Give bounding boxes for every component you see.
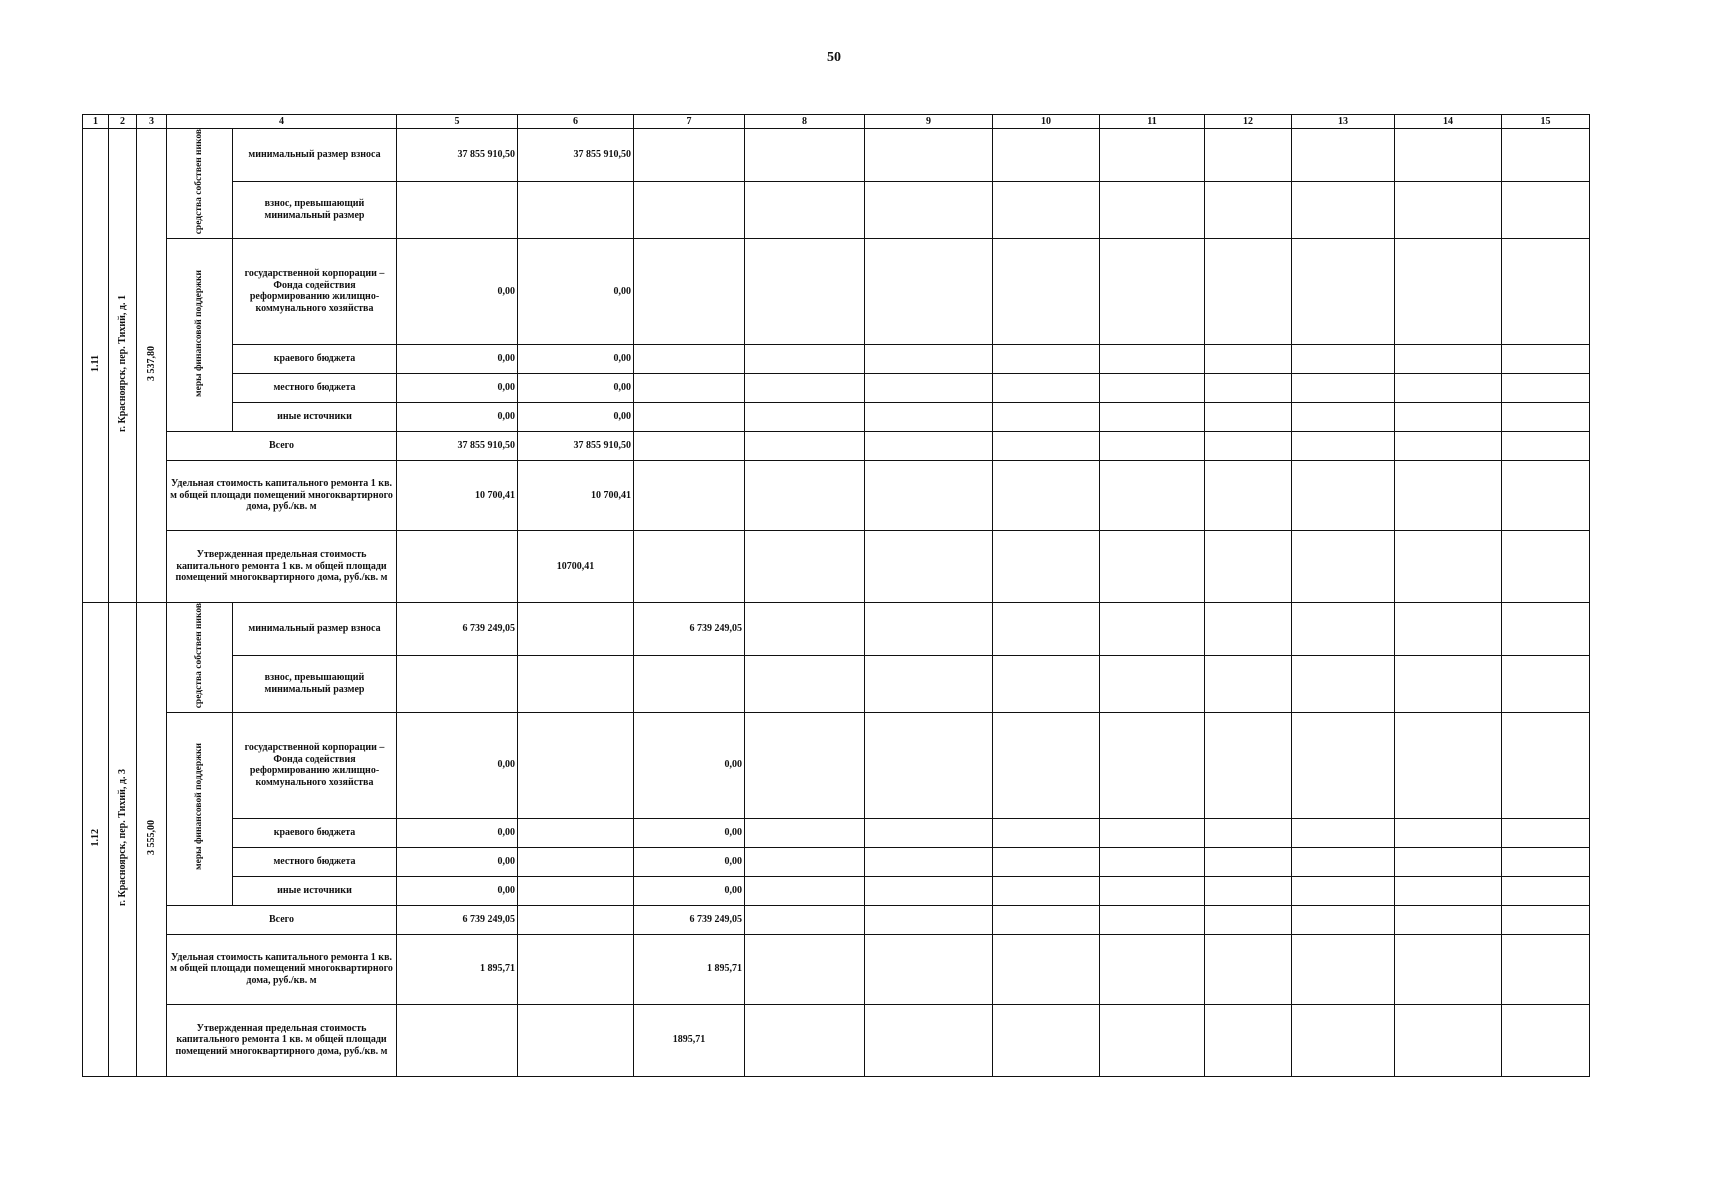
empty-cell-col-15 bbox=[1502, 712, 1590, 818]
empty-cell-col-14 bbox=[1395, 876, 1502, 905]
empty-cell-col-14 bbox=[1395, 460, 1502, 530]
support-measures-label bbox=[167, 712, 233, 905]
empty-cell-col-9 bbox=[865, 238, 993, 344]
empty-cell-col-14 bbox=[1395, 129, 1502, 182]
inye-value-col-5: 0,00 bbox=[397, 876, 518, 905]
kraevoy-value-col-7: 0,00 bbox=[634, 818, 745, 847]
empty-cell-col-11 bbox=[1100, 655, 1205, 712]
empty-cell-col-11 bbox=[1100, 530, 1205, 602]
empty-cell-col-10 bbox=[993, 818, 1100, 847]
fond-label: государственной корпорации – Фонда содействия реформированию жилищно-коммунального хозяйства bbox=[233, 238, 397, 344]
empty-cell-col-10 bbox=[993, 402, 1100, 431]
empty-cell-col-15 bbox=[1502, 460, 1590, 530]
vsego-value-col-6 bbox=[518, 905, 634, 934]
min_vznos-value-col-5: 37 855 910,50 bbox=[397, 129, 518, 182]
owners-funds-label bbox=[167, 129, 233, 239]
min_vznos-value-col-5: 6 739 249,05 bbox=[397, 602, 518, 655]
empty-cell-col-11 bbox=[1100, 238, 1205, 344]
empty-cell-col-15 bbox=[1502, 818, 1590, 847]
column-header-12: 12 bbox=[1205, 115, 1292, 129]
empty-cell-col-13 bbox=[1292, 1004, 1395, 1076]
empty-cell-col-8 bbox=[745, 431, 865, 460]
empty-cell-col-10 bbox=[993, 876, 1100, 905]
empty-cell-col-14 bbox=[1395, 1004, 1502, 1076]
utverzhd-value-col-6 bbox=[518, 1004, 634, 1076]
area-text: 3 537,80 bbox=[145, 346, 157, 382]
empty-cell-col-9 bbox=[865, 934, 993, 1004]
empty-cell-col-10 bbox=[993, 431, 1100, 460]
empty-cell-col-15 bbox=[1502, 655, 1590, 712]
empty-cell-col-10 bbox=[993, 530, 1100, 602]
empty-cell-col-8 bbox=[745, 818, 865, 847]
column-header-8: 8 bbox=[745, 115, 865, 129]
empty-cell-col-12 bbox=[1205, 847, 1292, 876]
empty-cell-col-8 bbox=[745, 129, 865, 182]
kraevoy-value-col-6 bbox=[518, 818, 634, 847]
empty-cell-col-10 bbox=[993, 712, 1100, 818]
owners-funds-label-text: средства собствен ников bbox=[193, 129, 204, 235]
empty-cell-col-11 bbox=[1100, 1004, 1205, 1076]
empty-cell-col-8 bbox=[745, 934, 865, 1004]
utverzhd-label: Утвержденная предельная стоимость капитального ремонта 1 кв. м общей площади помещений многоквартирного дома, руб./кв. м bbox=[167, 1004, 397, 1076]
empty-cell-col-9 bbox=[865, 847, 993, 876]
empty-cell-col-14 bbox=[1395, 431, 1502, 460]
udelnaya-label: Удельная стоимость капитального ремонта 1 кв. м общей площади помещений многоквартирного дома, руб./кв. м bbox=[167, 934, 397, 1004]
column-header-3: 3 bbox=[137, 115, 167, 129]
empty-cell-col-12 bbox=[1205, 1004, 1292, 1076]
empty-cell-col-14 bbox=[1395, 655, 1502, 712]
area-text: 3 555,00 bbox=[145, 819, 157, 855]
table-row bbox=[83, 1004, 1590, 1076]
empty-cell-col-11 bbox=[1100, 712, 1205, 818]
empty-cell-col-12 bbox=[1205, 460, 1292, 530]
min-vznos-label: минимальный размер взноса bbox=[233, 129, 397, 182]
fond-value-col-6: 0,00 bbox=[518, 238, 634, 344]
table-row bbox=[83, 602, 1590, 655]
fond-value-col-5: 0,00 bbox=[397, 238, 518, 344]
vsego-value-col-7 bbox=[634, 431, 745, 460]
empty-cell-col-9 bbox=[865, 402, 993, 431]
empty-cell-col-12 bbox=[1205, 530, 1292, 602]
vsego-label: Всего bbox=[167, 431, 397, 460]
empty-cell-col-11 bbox=[1100, 847, 1205, 876]
table-row bbox=[83, 876, 1590, 905]
min_vznos-value-col-7 bbox=[634, 129, 745, 182]
address bbox=[109, 602, 137, 1076]
empty-cell-col-9 bbox=[865, 344, 993, 373]
table-row bbox=[83, 655, 1590, 712]
empty-cell-col-10 bbox=[993, 460, 1100, 530]
empty-cell-col-15 bbox=[1502, 1004, 1590, 1076]
empty-cell-col-11 bbox=[1100, 129, 1205, 182]
empty-cell-col-12 bbox=[1205, 431, 1292, 460]
empty-cell-col-9 bbox=[865, 460, 993, 530]
empty-cell-col-13 bbox=[1292, 934, 1395, 1004]
kraevoy-value-col-6: 0,00 bbox=[518, 344, 634, 373]
empty-cell-col-12 bbox=[1205, 905, 1292, 934]
empty-cell-col-12 bbox=[1205, 182, 1292, 239]
over-min-label: взнос, превышающий минимальный размер bbox=[233, 655, 397, 712]
owners-funds-label-text: средства собствен ников bbox=[193, 602, 204, 709]
empty-cell-col-12 bbox=[1205, 876, 1292, 905]
kraevoy-label: краевого бюджета bbox=[233, 818, 397, 847]
empty-cell-col-14 bbox=[1395, 402, 1502, 431]
support-measures-label-text: меры финансовой поддержки bbox=[193, 269, 204, 397]
empty-cell-col-8 bbox=[745, 1004, 865, 1076]
empty-cell-col-15 bbox=[1502, 431, 1590, 460]
empty-cell-col-15 bbox=[1502, 238, 1590, 344]
fond-value-col-6 bbox=[518, 712, 634, 818]
empty-cell-col-14 bbox=[1395, 818, 1502, 847]
empty-cell-col-5 bbox=[397, 182, 518, 239]
empty-cell-col-11 bbox=[1100, 402, 1205, 431]
empty-cell-col-8 bbox=[745, 344, 865, 373]
capital-repair-table bbox=[82, 114, 1590, 1077]
empty-cell-col-15 bbox=[1502, 934, 1590, 1004]
empty-cell-col-11 bbox=[1100, 602, 1205, 655]
empty-cell-col-8 bbox=[745, 402, 865, 431]
mestny-value-col-6 bbox=[518, 847, 634, 876]
empty-cell-col-11 bbox=[1100, 934, 1205, 1004]
mestny-value-col-7: 0,00 bbox=[634, 847, 745, 876]
empty-cell-col-15 bbox=[1502, 344, 1590, 373]
column-header-6: 6 bbox=[518, 115, 634, 129]
table-row bbox=[83, 344, 1590, 373]
empty-cell-col-13 bbox=[1292, 818, 1395, 847]
utverzhd-value-col-7: 1895,71 bbox=[634, 1004, 745, 1076]
empty-cell-col-9 bbox=[865, 530, 993, 602]
table-row bbox=[83, 238, 1590, 344]
empty-cell-col-11 bbox=[1100, 905, 1205, 934]
empty-cell-col-8 bbox=[745, 655, 865, 712]
row-number-text: 1.11 bbox=[89, 355, 101, 373]
inye-label: иные источники bbox=[233, 402, 397, 431]
udelnaya-value-col-5: 1 895,71 bbox=[397, 934, 518, 1004]
empty-cell-col-13 bbox=[1292, 238, 1395, 344]
empty-cell-col-8 bbox=[745, 460, 865, 530]
empty-cell-col-8 bbox=[745, 602, 865, 655]
empty-cell-col-10 bbox=[993, 238, 1100, 344]
empty-cell-col-15 bbox=[1502, 876, 1590, 905]
udelnaya-value-col-7: 1 895,71 bbox=[634, 934, 745, 1004]
empty-cell-col-10 bbox=[993, 129, 1100, 182]
row-number-text: 1.12 bbox=[89, 828, 101, 847]
empty-cell-col-8 bbox=[745, 373, 865, 402]
empty-cell-col-9 bbox=[865, 876, 993, 905]
area bbox=[137, 602, 167, 1076]
min_vznos-value-col-7: 6 739 249,05 bbox=[634, 602, 745, 655]
empty-cell-col-12 bbox=[1205, 129, 1292, 182]
address bbox=[109, 129, 137, 603]
support-measures-label-text: меры финансовой поддержки bbox=[193, 743, 204, 871]
empty-cell-col-13 bbox=[1292, 847, 1395, 876]
empty-cell-col-12 bbox=[1205, 373, 1292, 402]
table-row bbox=[83, 847, 1590, 876]
empty-cell-col-9 bbox=[865, 712, 993, 818]
column-header-9: 9 bbox=[865, 115, 993, 129]
empty-cell-col-11 bbox=[1100, 431, 1205, 460]
table-row bbox=[83, 905, 1590, 934]
empty-cell-col-14 bbox=[1395, 238, 1502, 344]
table-row bbox=[83, 373, 1590, 402]
empty-cell-col-8 bbox=[745, 847, 865, 876]
fond-value-col-5: 0,00 bbox=[397, 712, 518, 818]
empty-cell-col-10 bbox=[993, 182, 1100, 239]
empty-cell-col-10 bbox=[993, 373, 1100, 402]
empty-cell-col-5 bbox=[397, 655, 518, 712]
empty-cell-col-12 bbox=[1205, 818, 1292, 847]
min_vznos-value-col-6: 37 855 910,50 bbox=[518, 129, 634, 182]
table-row bbox=[83, 530, 1590, 602]
vsego-value-col-5: 6 739 249,05 bbox=[397, 905, 518, 934]
column-header-14: 14 bbox=[1395, 115, 1502, 129]
vsego-value-col-6: 37 855 910,50 bbox=[518, 431, 634, 460]
inye-value-col-6 bbox=[518, 876, 634, 905]
empty-cell-col-8 bbox=[745, 712, 865, 818]
empty-cell-col-13 bbox=[1292, 530, 1395, 602]
empty-cell-col-9 bbox=[865, 129, 993, 182]
empty-cell-col-6 bbox=[518, 182, 634, 239]
mestny-value-col-5: 0,00 bbox=[397, 847, 518, 876]
empty-cell-col-15 bbox=[1502, 847, 1590, 876]
column-header-7: 7 bbox=[634, 115, 745, 129]
inye-label: иные источники bbox=[233, 876, 397, 905]
empty-cell-col-13 bbox=[1292, 460, 1395, 530]
empty-cell-col-11 bbox=[1100, 818, 1205, 847]
empty-cell-col-12 bbox=[1205, 934, 1292, 1004]
empty-cell-col-13 bbox=[1292, 129, 1395, 182]
utverzhd-value-col-6: 10700,41 bbox=[518, 530, 634, 602]
table-row bbox=[83, 934, 1590, 1004]
empty-cell-col-10 bbox=[993, 934, 1100, 1004]
table-row bbox=[83, 712, 1590, 818]
empty-cell-col-12 bbox=[1205, 402, 1292, 431]
empty-cell-col-9 bbox=[865, 1004, 993, 1076]
empty-cell-col-8 bbox=[745, 905, 865, 934]
empty-cell-col-8 bbox=[745, 876, 865, 905]
empty-cell-col-13 bbox=[1292, 905, 1395, 934]
empty-cell-col-14 bbox=[1395, 344, 1502, 373]
empty-cell-col-10 bbox=[993, 905, 1100, 934]
row-number bbox=[83, 602, 109, 1076]
inye-value-col-7 bbox=[634, 402, 745, 431]
empty-cell-col-11 bbox=[1100, 460, 1205, 530]
empty-cell-col-8 bbox=[745, 530, 865, 602]
empty-cell-col-11 bbox=[1100, 876, 1205, 905]
empty-cell-col-13 bbox=[1292, 402, 1395, 431]
udelnaya-value-col-7 bbox=[634, 460, 745, 530]
row-number bbox=[83, 129, 109, 603]
empty-cell-col-14 bbox=[1395, 530, 1502, 602]
empty-cell-col-14 bbox=[1395, 602, 1502, 655]
table-row bbox=[83, 818, 1590, 847]
header-row bbox=[83, 115, 1590, 129]
inye-value-col-6: 0,00 bbox=[518, 402, 634, 431]
empty-cell-col-9 bbox=[865, 182, 993, 239]
empty-cell-col-9 bbox=[865, 431, 993, 460]
empty-cell-col-9 bbox=[865, 373, 993, 402]
kraevoy-value-col-7 bbox=[634, 344, 745, 373]
address-text: г. Красноярск, пер. Тихий, д. 3 bbox=[116, 768, 128, 906]
empty-cell-col-13 bbox=[1292, 602, 1395, 655]
utverzhd-value-col-5 bbox=[397, 530, 518, 602]
mestny-value-col-5: 0,00 bbox=[397, 373, 518, 402]
mestny-value-col-6: 0,00 bbox=[518, 373, 634, 402]
empty-cell-col-9 bbox=[865, 655, 993, 712]
address-text: г. Красноярск, пер. Тихий, д. 1 bbox=[116, 295, 128, 433]
empty-cell-col-14 bbox=[1395, 847, 1502, 876]
empty-cell-col-13 bbox=[1292, 876, 1395, 905]
page-number: 50 bbox=[827, 50, 841, 65]
empty-cell-col-7 bbox=[634, 182, 745, 239]
empty-cell-col-9 bbox=[865, 818, 993, 847]
udelnaya-label: Удельная стоимость капитального ремонта 1 кв. м общей площади помещений многоквартирного дома, руб./кв. м bbox=[167, 460, 397, 530]
mestny-value-col-7 bbox=[634, 373, 745, 402]
column-header-10: 10 bbox=[993, 115, 1100, 129]
vsego-label: Всего bbox=[167, 905, 397, 934]
empty-cell-col-15 bbox=[1502, 602, 1590, 655]
empty-cell-col-10 bbox=[993, 1004, 1100, 1076]
empty-cell-col-11 bbox=[1100, 344, 1205, 373]
column-header-11: 11 bbox=[1100, 115, 1205, 129]
min-vznos-label: минимальный размер взноса bbox=[233, 602, 397, 655]
empty-cell-col-15 bbox=[1502, 402, 1590, 431]
udelnaya-value-col-5: 10 700,41 bbox=[397, 460, 518, 530]
empty-cell-col-13 bbox=[1292, 431, 1395, 460]
empty-cell-col-7 bbox=[634, 655, 745, 712]
empty-cell-col-14 bbox=[1395, 905, 1502, 934]
table-row bbox=[83, 431, 1590, 460]
empty-cell-col-15 bbox=[1502, 182, 1590, 239]
empty-cell-col-6 bbox=[518, 655, 634, 712]
column-header-1: 1 bbox=[83, 115, 109, 129]
vsego-value-col-7: 6 739 249,05 bbox=[634, 905, 745, 934]
empty-cell-col-15 bbox=[1502, 905, 1590, 934]
area bbox=[137, 129, 167, 603]
empty-cell-col-11 bbox=[1100, 373, 1205, 402]
table-row bbox=[83, 460, 1590, 530]
table-row bbox=[83, 402, 1590, 431]
empty-cell-col-9 bbox=[865, 602, 993, 655]
fond-value-col-7 bbox=[634, 238, 745, 344]
kraevoy-value-col-5: 0,00 bbox=[397, 818, 518, 847]
empty-cell-col-15 bbox=[1502, 530, 1590, 602]
empty-cell-col-15 bbox=[1502, 129, 1590, 182]
table-row bbox=[83, 129, 1590, 182]
udelnaya-value-col-6 bbox=[518, 934, 634, 1004]
owners-funds-label bbox=[167, 602, 233, 712]
empty-cell-col-14 bbox=[1395, 712, 1502, 818]
empty-cell-col-8 bbox=[745, 182, 865, 239]
inye-value-col-7: 0,00 bbox=[634, 876, 745, 905]
empty-cell-col-10 bbox=[993, 344, 1100, 373]
empty-cell-col-9 bbox=[865, 905, 993, 934]
empty-cell-col-13 bbox=[1292, 712, 1395, 818]
min_vznos-value-col-6 bbox=[518, 602, 634, 655]
fond-label: государственной корпорации – Фонда содействия реформированию жилищно-коммунального хозяйства bbox=[233, 712, 397, 818]
empty-cell-col-14 bbox=[1395, 373, 1502, 402]
mestny-label: местного бюджета bbox=[233, 847, 397, 876]
over-min-label: взнос, превышающий минимальный размер bbox=[233, 182, 397, 239]
empty-cell-col-10 bbox=[993, 847, 1100, 876]
empty-cell-col-10 bbox=[993, 602, 1100, 655]
empty-cell-col-13 bbox=[1292, 182, 1395, 239]
empty-cell-col-15 bbox=[1502, 373, 1590, 402]
udelnaya-value-col-6: 10 700,41 bbox=[518, 460, 634, 530]
table-row bbox=[83, 182, 1590, 239]
utverzhd-value-col-7 bbox=[634, 530, 745, 602]
empty-cell-col-8 bbox=[745, 238, 865, 344]
empty-cell-col-10 bbox=[993, 655, 1100, 712]
empty-cell-col-12 bbox=[1205, 238, 1292, 344]
empty-cell-col-14 bbox=[1395, 934, 1502, 1004]
empty-cell-col-12 bbox=[1205, 602, 1292, 655]
empty-cell-col-12 bbox=[1205, 712, 1292, 818]
column-header-13: 13 bbox=[1292, 115, 1395, 129]
empty-cell-col-13 bbox=[1292, 344, 1395, 373]
column-header-4: 4 bbox=[167, 115, 397, 129]
column-header-15: 15 bbox=[1502, 115, 1590, 129]
utverzhd-label: Утвержденная предельная стоимость капитального ремонта 1 кв. м общей площади помещений многоквартирного дома, руб./кв. м bbox=[167, 530, 397, 602]
mestny-label: местного бюджета bbox=[233, 373, 397, 402]
empty-cell-col-13 bbox=[1292, 373, 1395, 402]
fond-value-col-7: 0,00 bbox=[634, 712, 745, 818]
support-measures-label bbox=[167, 238, 233, 431]
vsego-value-col-5: 37 855 910,50 bbox=[397, 431, 518, 460]
kraevoy-value-col-5: 0,00 bbox=[397, 344, 518, 373]
empty-cell-col-11 bbox=[1100, 182, 1205, 239]
empty-cell-col-13 bbox=[1292, 655, 1395, 712]
kraevoy-label: краевого бюджета bbox=[233, 344, 397, 373]
utverzhd-value-col-5 bbox=[397, 1004, 518, 1076]
inye-value-col-5: 0,00 bbox=[397, 402, 518, 431]
column-header-5: 5 bbox=[397, 115, 518, 129]
empty-cell-col-12 bbox=[1205, 655, 1292, 712]
empty-cell-col-12 bbox=[1205, 344, 1292, 373]
column-header-2: 2 bbox=[109, 115, 137, 129]
empty-cell-col-14 bbox=[1395, 182, 1502, 239]
